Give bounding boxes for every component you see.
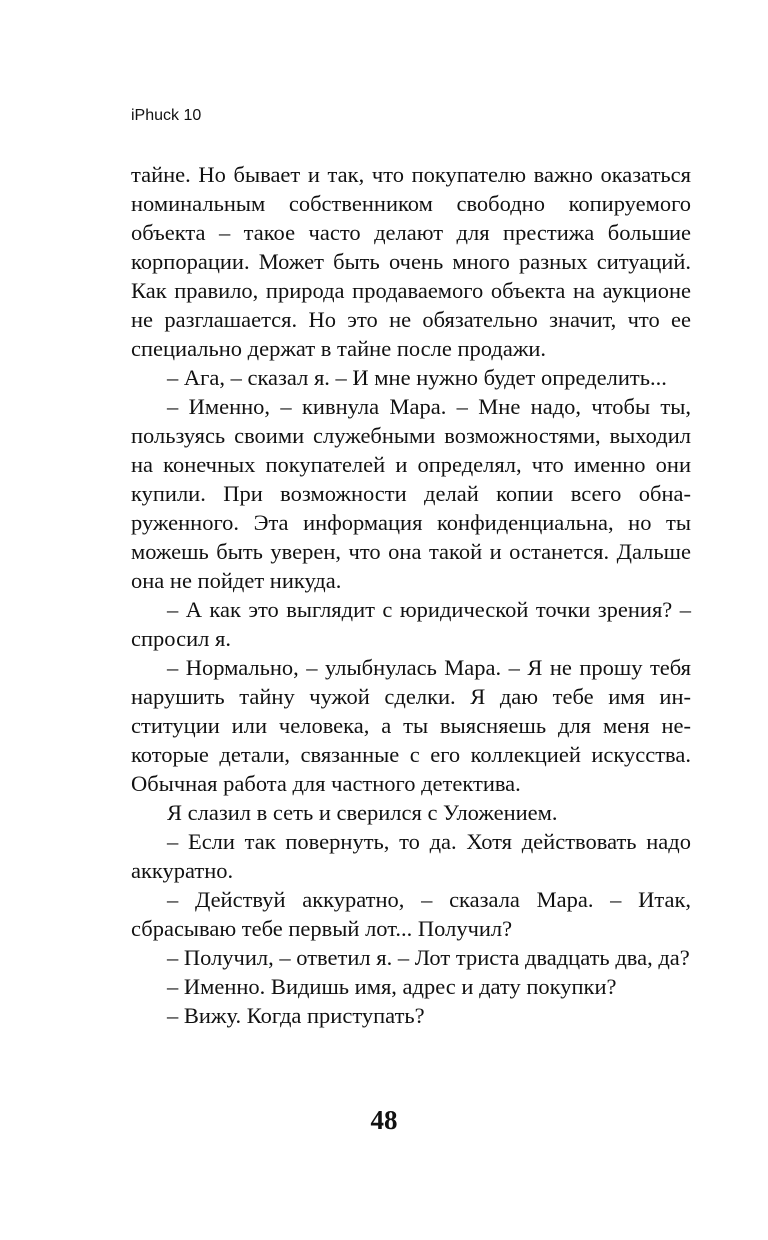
page-number: 48 [370,1105,398,1135]
paragraph: – Действуй аккуратно, – сказала Мара. – Итак, сбрасываю тебе первый лот... Получил? [131,887,691,941]
paragraph: тайне. Но бывает и так, что покупателю важно оказаться номинальным собственником свободно копируемого объекта – такое часто делают для престижа большие корпорации. Может быть очень много разных ситуаций. Как правило, природа продаваемого объекта на аукционе не разглашается. Но это не обязательно значит, что ее специально держат в тайне после продажи. [131,162,691,361]
paragraph: – Получил, – ответил я. – Лот триста двадцать два, да? [167,945,690,970]
paragraph: – Нормально, – улыбнулась Мара. – Я не прошу тебя нарушить тайну чужой сделки. Я даю тебе имя институции или человека, а ты выясняешь для меня некоторые детали, связанные с его коллекцией искусства. Обычная работа для частного детектива. [131,655,691,796]
paragraph: – Вижу. Когда приступать? [167,1003,425,1028]
paragraph: Я слазил в сеть и сверился с Уложением. [167,800,558,825]
paragraph: – Если так повернуть, то да. Хотя действовать надо аккуратно. [131,829,691,883]
paragraph: – Именно, – кивнула Мара. – Мне надо, чтобы ты, пользуясь своими служебными возможностями, выходил на конечных покупателей и определял, что именно они купили. При возможности делай копии всего обнаруженного. Эта информация конфиденциальна, но ты можешь быть уверен, что она такой и останется. Дальше она не пойдет никуда. [131,394,691,593]
paragraph: – Именно. Видишь имя, адрес и дату покупки? [167,974,617,999]
paragraph: – А как это выглядит с юридической точки зрения? – спросил я. [131,597,691,651]
body-text [131,160,691,1030]
paragraph: – Ага, – сказал я. – И мне нужно будет определить... [167,365,667,390]
running-title: iPhuck 10 [131,107,202,124]
